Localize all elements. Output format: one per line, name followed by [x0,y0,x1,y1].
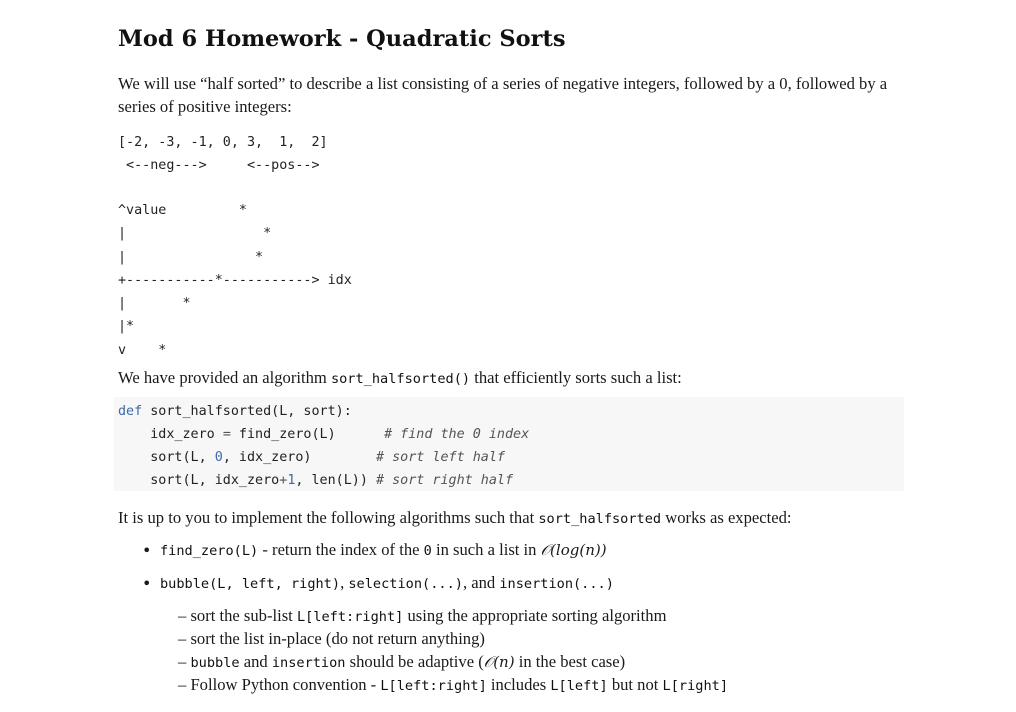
subbullet-python-convention: – Follow Python convention - L[left:right] includes L[left] but not L[right] [178,675,729,694]
subbullet-sublist: – sort the sub-list L[left:right] using the appropriate sorting algorithm [178,606,667,625]
code-comment: # sort right half [376,473,514,488]
dash-marker: – [178,675,187,694]
dash-marker: – [178,652,187,671]
dash-marker: – [178,606,187,625]
code-comment: # sort left half [376,450,505,465]
intro-paragraph: We will use “half sorted” to describe a list consisting of a series of negative integers, followed by a 0, followed by a series of positive integers: [118,74,888,116]
task-paragraph: It is up to you to implement the following algorithms such that sort_halfsorted works as expected: [118,508,792,527]
inline-code: sort_halfsorted [538,511,662,527]
bullet-sort-functions: bubble(L, left, right), selection(...), and insertion(...) [160,573,614,592]
example-list: [-2, -3, -1, 0, 3, 1, 2] <--neg---> <--pos--> [118,135,328,173]
big-o-math: 𝒪(log(n)) [540,541,607,559]
subbullet-inplace: – sort the list in-place (do not return anything) [178,629,485,648]
inline-code: sort_halfsorted() [330,371,471,387]
keyword-def: def [118,404,143,419]
subbullet-adaptive: – bubble and insertion should be adaptive (𝒪(n) in the best case) [178,652,626,671]
code-comment: # find the 0 index [384,427,530,442]
big-o-math: 𝒪(n) [483,653,515,671]
dash-marker: – [178,629,187,648]
code-block [114,397,904,491]
code-text: def sort_halfsorted(L, sort): idx_zero = find_zero(L) # find the 0 index sort(L, 0, idx_zero) # sort left half sort(L, idx_zero+1, len(L)) # sort right half [118,404,530,488]
page-title: Mod 6 Homework - Quadratic Sorts [118,26,566,52]
bullet-marker: • [142,574,152,593]
provided-paragraph: We have provided an algorithm sort_halfsorted() that efficiently sorts such a list: [118,368,682,387]
ascii-value-plot: ^value * | * | * +-----------*-----------> idx | * |* v * [118,203,352,358]
bullet-find-zero: find_zero(L) - return the index of the 0 in such a list in 𝒪(log(n)) [160,540,607,559]
bullet-marker: • [142,541,152,560]
